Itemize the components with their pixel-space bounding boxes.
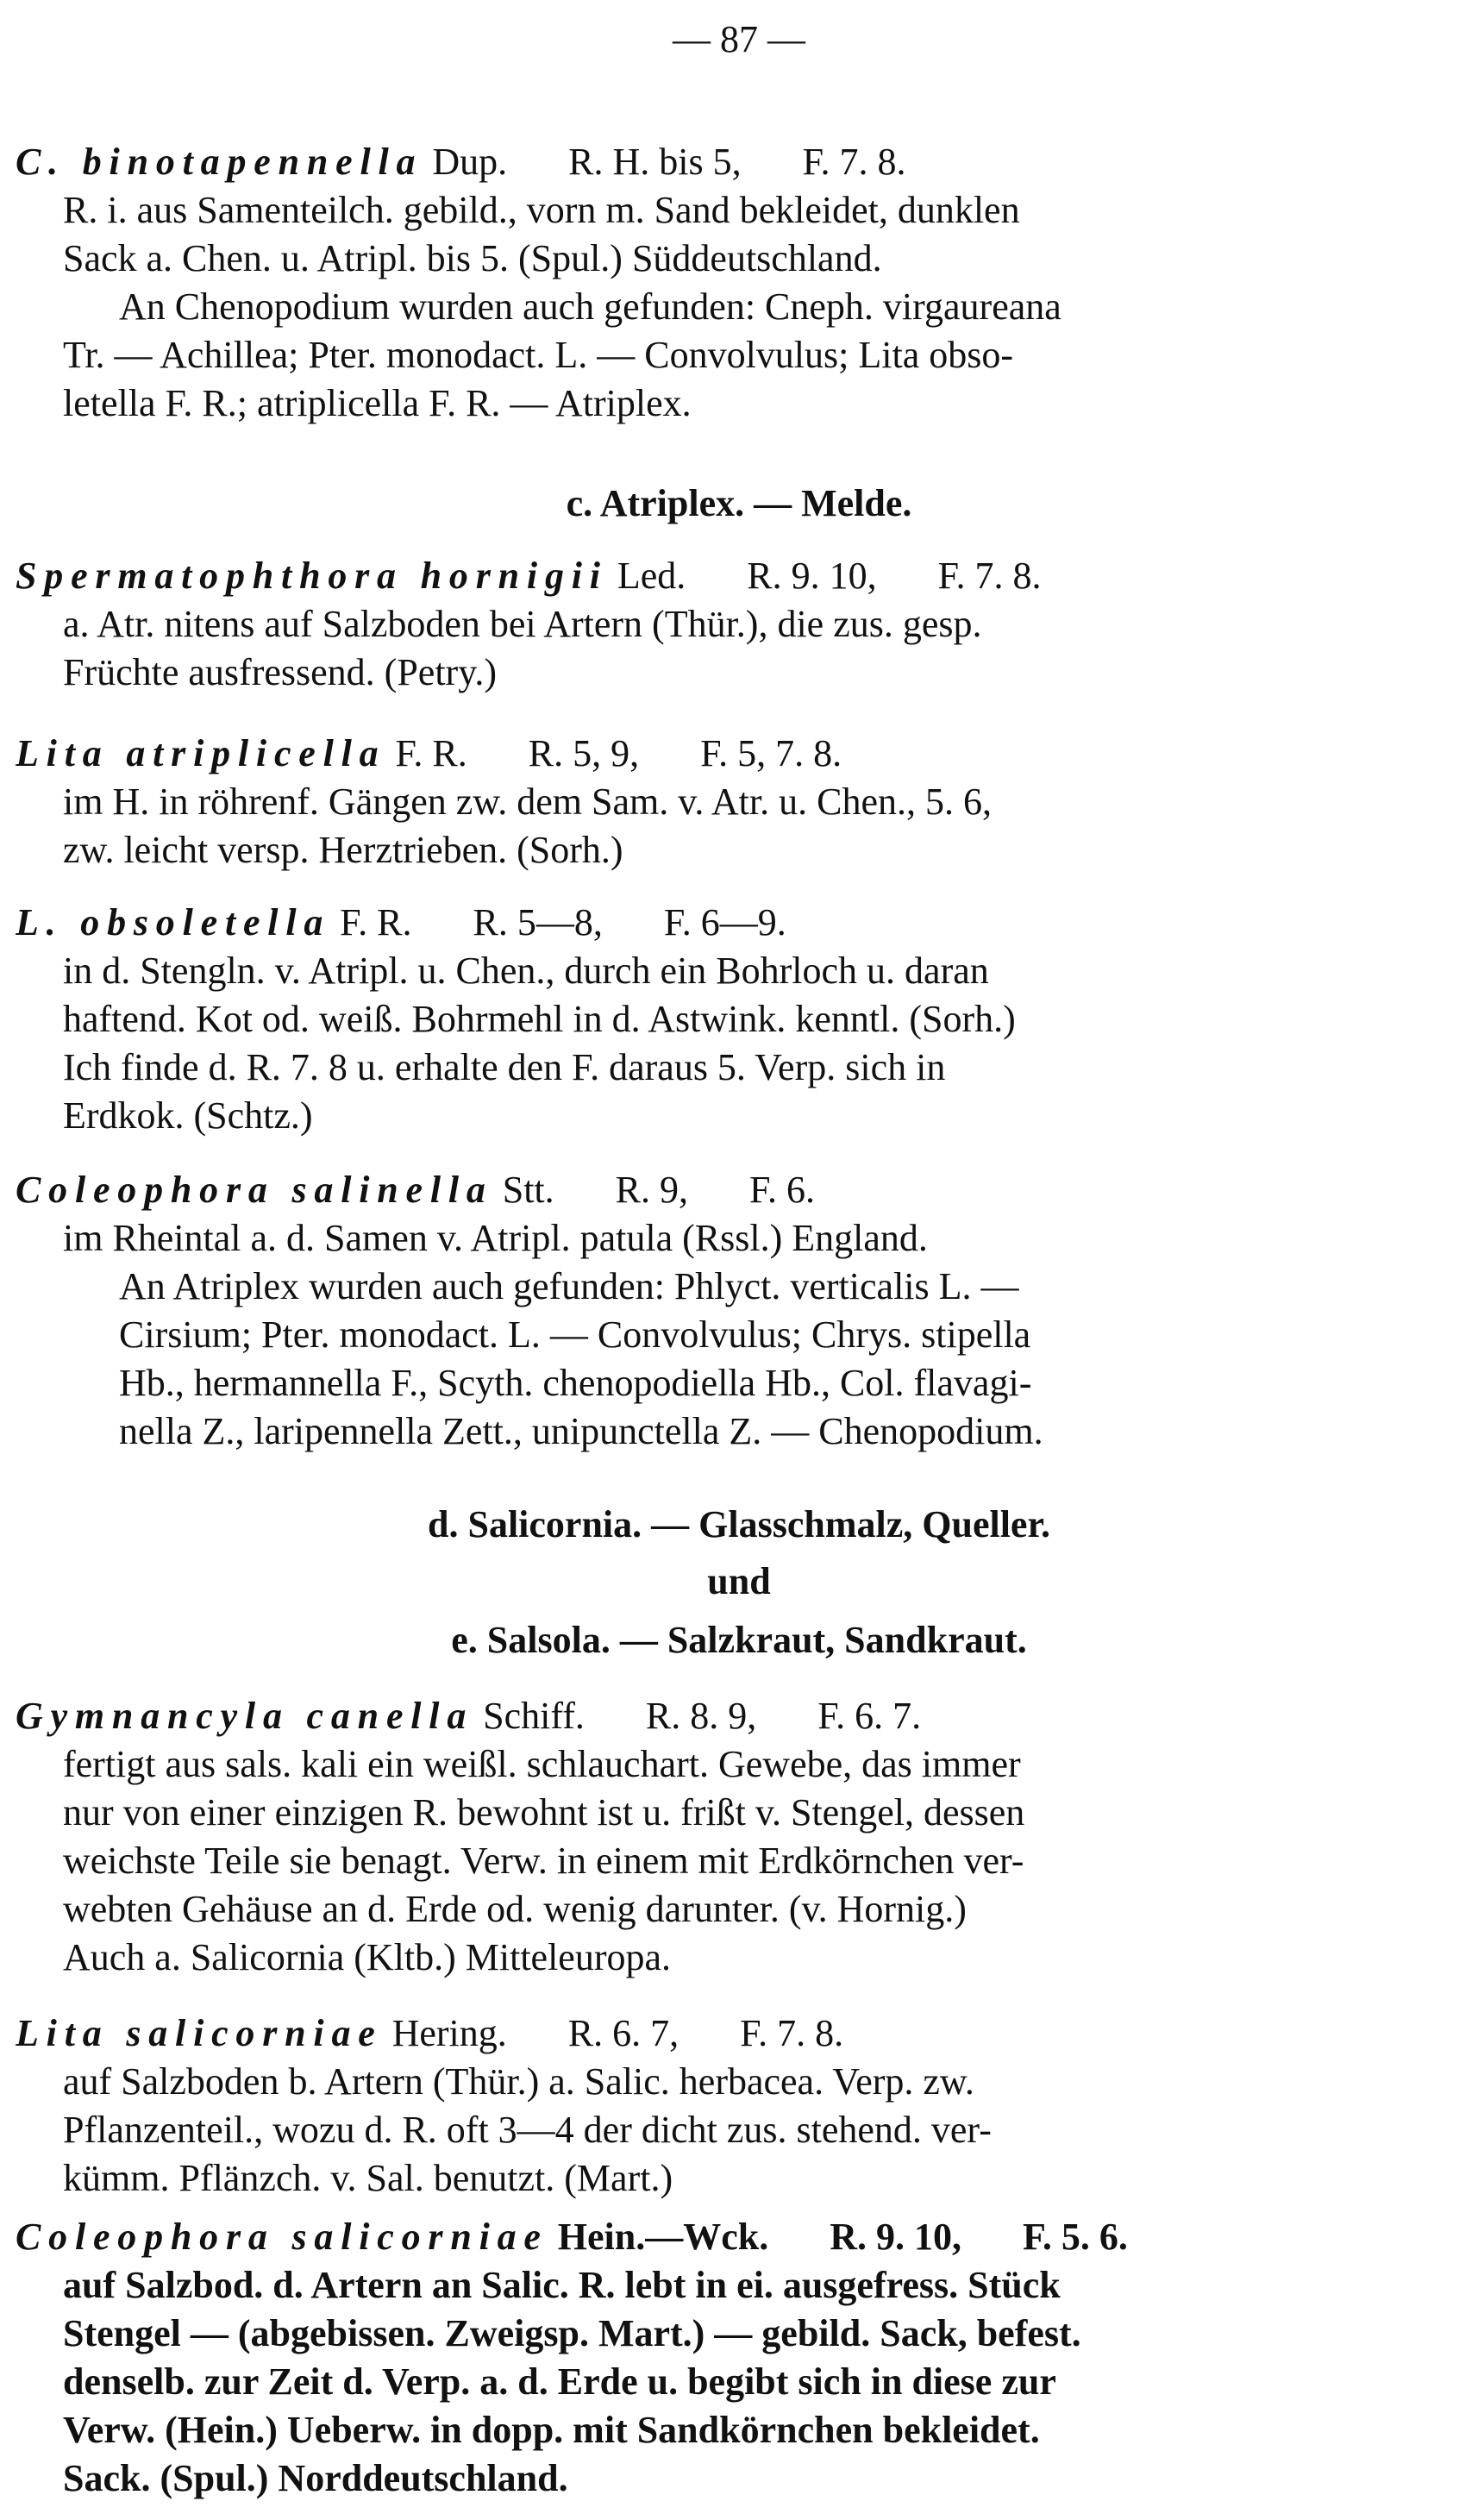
entry-header: [16, 1166, 1452, 1214]
entry-text: Früchte ausfressend. (Petry.): [63, 651, 497, 693]
species-name: Coleophora salinella: [16, 1169, 493, 1211]
species-entry: [16, 2213, 1452, 2503]
species-name: C. binotapennella: [16, 141, 423, 183]
species-entry: [16, 1166, 1452, 1456]
section-heading-conjunction: und: [707, 1560, 771, 1602]
species-name: Lita salicorniae: [16, 2012, 383, 2054]
species-name: Coleophora salicorniae: [16, 2216, 548, 2258]
larva-period: R. 8. 9,: [645, 1695, 757, 1737]
flight-period: F. 6—9.: [663, 901, 786, 943]
species-entry: [16, 138, 1452, 428]
entry-header: [16, 552, 1452, 600]
entry-header: [16, 2213, 1452, 2261]
entry-text: webten Gehäuse an d. Erde od. wenig darunter. (v. Hornig.): [63, 1888, 967, 1930]
species-name: Gymnancyla canella: [16, 1695, 474, 1737]
entry-header: [16, 138, 1452, 186]
author: Dup.: [432, 141, 508, 183]
entry-text: denselb. zur Zeit d. Verp. a. d. Erde u. begibt sich in diese zur: [63, 2360, 1056, 2403]
entry-text: Tr. — Achillea; Pter. monodact. L. — Convolvulus; Lita obso-: [63, 334, 1013, 376]
entry-text: kümm. Pflänzch. v. Sal. benutzt. (Mart.): [63, 2157, 673, 2199]
author: Hein.—Wck.: [557, 2216, 769, 2258]
entry-text: An Atriplex wurden auch gefunden: Phlyct. verticalis L. —: [119, 1265, 1019, 1307]
section-heading: d. Salicornia. — Glasschmalz, Queller.: [428, 1503, 1050, 1545]
entry-text: Verw. (Hein.) Ueberw. in dopp. mit Sandkörnchen bekleidet.: [63, 2409, 1040, 2451]
flight-period: F. 7. 8.: [740, 2012, 844, 2054]
larva-period: R. 9. 10,: [747, 555, 877, 597]
entry-text: auf Salzbod. d. Artern an Salic. R. lebt in ei. ausgefress. Stück: [63, 2264, 1061, 2306]
section-heading: c. Atriplex. — Melde.: [566, 482, 912, 524]
entry-text: Stengel — (abgebissen. Zweigsp. Mart.) — gebild. Sack, befest.: [63, 2312, 1081, 2354]
species-entry: [16, 1692, 1452, 1982]
entry-text: nur von einer einzigen R. bewohnt ist u. frißt v. Stengel, dessen: [63, 1791, 1025, 1834]
flight-period: F. 6.: [749, 1169, 815, 1211]
flight-period: F. 7. 8.: [802, 141, 906, 183]
flight-period: F. 5. 6.: [1022, 2216, 1128, 2258]
flight-period: F. 7. 8.: [937, 555, 1042, 597]
entry-text: im Rheintal a. d. Samen v. Atripl. patula (Rssl.) England.: [63, 1217, 928, 1259]
section-heading: e. Salsola. — Salzkraut, Sandkraut.: [451, 1619, 1027, 1661]
author: Led.: [617, 555, 686, 597]
species-name: Spermatophthora hornigii: [16, 555, 608, 597]
entry-text: Sack a. Chen. u. Atripl. bis 5. (Spul.) Süddeutschland.: [63, 237, 882, 279]
entry-header: [16, 730, 1452, 778]
entry-text: in d. Stengln. v. Atripl. u. Chen., durch ein Bohrloch u. daran: [63, 950, 989, 992]
larva-period: R. 9. 10,: [830, 2216, 961, 2258]
larva-period: R. H. bis 5,: [568, 141, 742, 183]
entry-text: Ich finde d. R. 7. 8 u. erhalte den F. daraus 5. Verp. sich in: [63, 1046, 946, 1088]
species-name: Lita atriplicella: [16, 732, 386, 774]
entry-text: Pflanzenteil., wozu d. R. oft 3—4 der dicht zus. stehend. ver-: [63, 2109, 992, 2151]
author: F. R.: [395, 732, 467, 774]
species-entry: [16, 730, 1452, 874]
entry-text: weichste Teile sie benagt. Verw. in einem mit Erdkörnchen ver-: [63, 1840, 1024, 1882]
entry-text: fertigt aus sals. kali ein weißl. schlauchart. Gewebe, das immer: [63, 1743, 1021, 1785]
species-entry: [16, 2009, 1452, 2203]
author: Schiff.: [483, 1695, 585, 1737]
entry-text: a. Atr. nitens auf Salzboden bei Artern (Thür.), die zus. gesp.: [63, 603, 982, 645]
author: F. R.: [340, 901, 412, 943]
species-entry: [16, 899, 1452, 1140]
entry-text: An Chenopodium wurden auch gefunden: Cneph. virgaureana: [119, 285, 1062, 328]
entry-header: [16, 2009, 1452, 2058]
flight-period: F. 6. 7.: [817, 1695, 922, 1737]
larva-period: R. 6. 7,: [567, 2012, 680, 2054]
entry-text: haftend. Kot od. weiß. Bohrmehl in d. Astwink. kenntl. (Sorh.): [63, 998, 1016, 1040]
entry-text: nella Z., laripennella Zett., unipunctella Z. — Chenopodium.: [119, 1410, 1043, 1452]
entry-text: Erdkok. (Schtz.): [63, 1094, 313, 1137]
species-name: L. obsoletella: [16, 901, 331, 943]
flight-period: F. 5, 7. 8.: [700, 732, 842, 774]
author: Hering.: [391, 2012, 507, 2054]
entry-header: [16, 1692, 1452, 1740]
entry-text: Sack. (Spul.) Norddeutschland.: [63, 2457, 568, 2499]
entry-text: Cirsium; Pter. monodact. L. — Convolvulus; Chrys. stipella: [119, 1313, 1031, 1356]
entry-text: R. i. aus Samenteilch. gebild., vorn m. Sand bekleidet, dunklen: [63, 189, 1020, 231]
author: Stt.: [502, 1169, 554, 1211]
larva-period: R. 9,: [615, 1169, 688, 1211]
entry-text: Hb., hermannella F., Scyth. chenopodiella Hb., Col. flavagi-: [119, 1362, 1032, 1404]
larva-period: R. 5—8,: [473, 901, 603, 943]
entry-text: zw. leicht versp. Herztrieben. (Sorh.): [63, 829, 623, 871]
page-number: — 87 —: [673, 18, 805, 60]
entry-text: auf Salzboden b. Artern (Thür.) a. Salic. herbacea. Verp. zw.: [63, 2060, 974, 2103]
entry-header: [16, 899, 1452, 947]
entry-text: Auch a. Salicornia (Kltb.) Mitteleuropa.: [63, 1936, 672, 1978]
larva-period: R. 5, 9,: [528, 732, 640, 774]
species-entry: [16, 552, 1452, 697]
entry-text: letella F. R.; atriplicella F. R. — Atriplex.: [63, 382, 692, 424]
entry-text: im H. in röhrenf. Gängen zw. dem Sam. v. Atr. u. Chen., 5. 6,: [63, 780, 993, 823]
